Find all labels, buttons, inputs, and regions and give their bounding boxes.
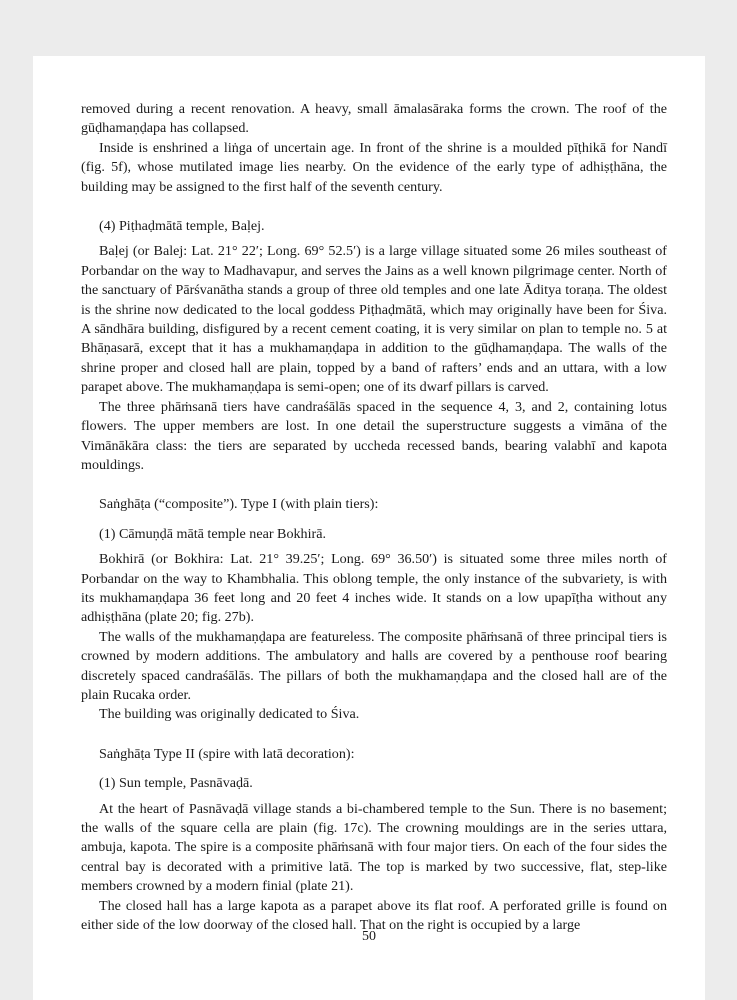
paragraph-3: Baḷej (or Balej: Lat. 21° 22′; Long. 69° 52.5′) is a large village situated some 26 miles southeast of Porbandar on the way to Madhavapur, and serves the Jains as a well known pilgrimage center. North of the sanctuary of Pārśvanātha stands a group of three old temples and one late Āditya toraṇa. The oldest is the shrine now dedicated to the local goddess Piṭhaḍmātā, which may originally have been for Śiva. A sāndhāra building, disfigured by a recent cement coating, it is very similar on plan to temple no. 5 at Bhāṇasarā, except that it has a mukhamaṇḍapa in addition to the gūḍhamaṇḍapa. The walls of the shrine proper and closed hall are plain, topped by a band of rafters’ ends and an uttara, with a low parapet above. The mukhamaṇḍapa is semi-open; one of its dwarf pillars is carved. bbox=[81, 243, 667, 396]
paragraph-5: Bokhirā (or Bokhira: Lat. 21° 39.25′; Long. 69° 36.50′) is situated some three miles north of Porbandar on the way to Khambhalia. This oblong temple, the only instance of the subvariety, is with its mukhamaṇḍapa 36 feet long and 20 feet 4 inches wide. It stands on a low upapīṭha without any adhiṣṭhāna (plate 20; fig. 27b). bbox=[81, 551, 667, 626]
section-heading-sanghata-type-1: Saṅghāṭa (“composite”). Type I (with plain tiers): bbox=[99, 496, 379, 513]
page-body bbox=[81, 100, 667, 935]
section-heading-pithadmata: (4) Piṭhaḍmātā temple, Baḷej. bbox=[99, 218, 265, 235]
page-number: 50 bbox=[362, 929, 376, 944]
paragraph-9: The closed hall has a large kapota as a parapet above its flat roof. A perforated grille is found on either side of the low doorway of the closed hall. That on the right is occupied by a large bbox=[81, 897, 667, 934]
paragraph-2: Inside is enshrined a liṅga of uncertain age. In front of the shrine is a moulded pīṭhikā for Nandī (fig. 5f), whose mutilated image lies nearby. On the evidence of the early type of adhiṣṭhāna, the building may be assigned to the first half of the seventh century. bbox=[81, 139, 667, 195]
section-heading-sun-temple: (1) Sun temple, Pasnāvaḍā. bbox=[99, 775, 253, 792]
paragraph-7: The building was originally dedicated to Śiva. bbox=[99, 706, 360, 723]
paragraph-4: The three phāṁsanā tiers have candraśālās spaced in the sequence 4, 3, and 2, containing lotus flowers. The upper members are lost. In one detail the superstructure suggests a vimāna of the Vimānākāra class: the tiers are separated by uccheda recessed bands, bearing valabhī and kapota mouldings. bbox=[81, 398, 667, 473]
section-heading-sanghata-type-2: Saṅghāṭa Type II (spire with latā decoration): bbox=[99, 745, 355, 762]
paragraph-6: The walls of the mukhamaṇḍapa are featureless. The composite phāṁsanā of three principal tiers is crowned by modern additions. The ambulatory and halls are covered by a penthouse roof bearing discretely spaced candraśālās. The pillars of both the mukhamaṇḍapa and the closed hall are of the plain Rucaka order. bbox=[81, 628, 667, 703]
paragraph-8: At the heart of Pasnāvaḍā village stands a bi-chambered temple to the Sun. There is no basement; the walls of the square cella are plain (fig. 17c). The crowning mouldings are in the series uttara, ambuja, kapota. The spire is a composite phāṁsanā with four major tiers. On each of the four sides the central bay is decorated with a primitive latā. The top is marked by two successive, flat, step-like members crowned by a modern finial (plate 21). bbox=[81, 800, 667, 895]
paragraph-1: removed during a recent renovation. A heavy, small āmalasāraka forms the crown. The roof of the gūḍhamaṇḍapa has collapsed. bbox=[81, 101, 667, 137]
section-heading-camunda: (1) Cāmuṇḍā mātā temple near Bokhirā. bbox=[99, 525, 326, 542]
book-page bbox=[33, 56, 705, 1000]
